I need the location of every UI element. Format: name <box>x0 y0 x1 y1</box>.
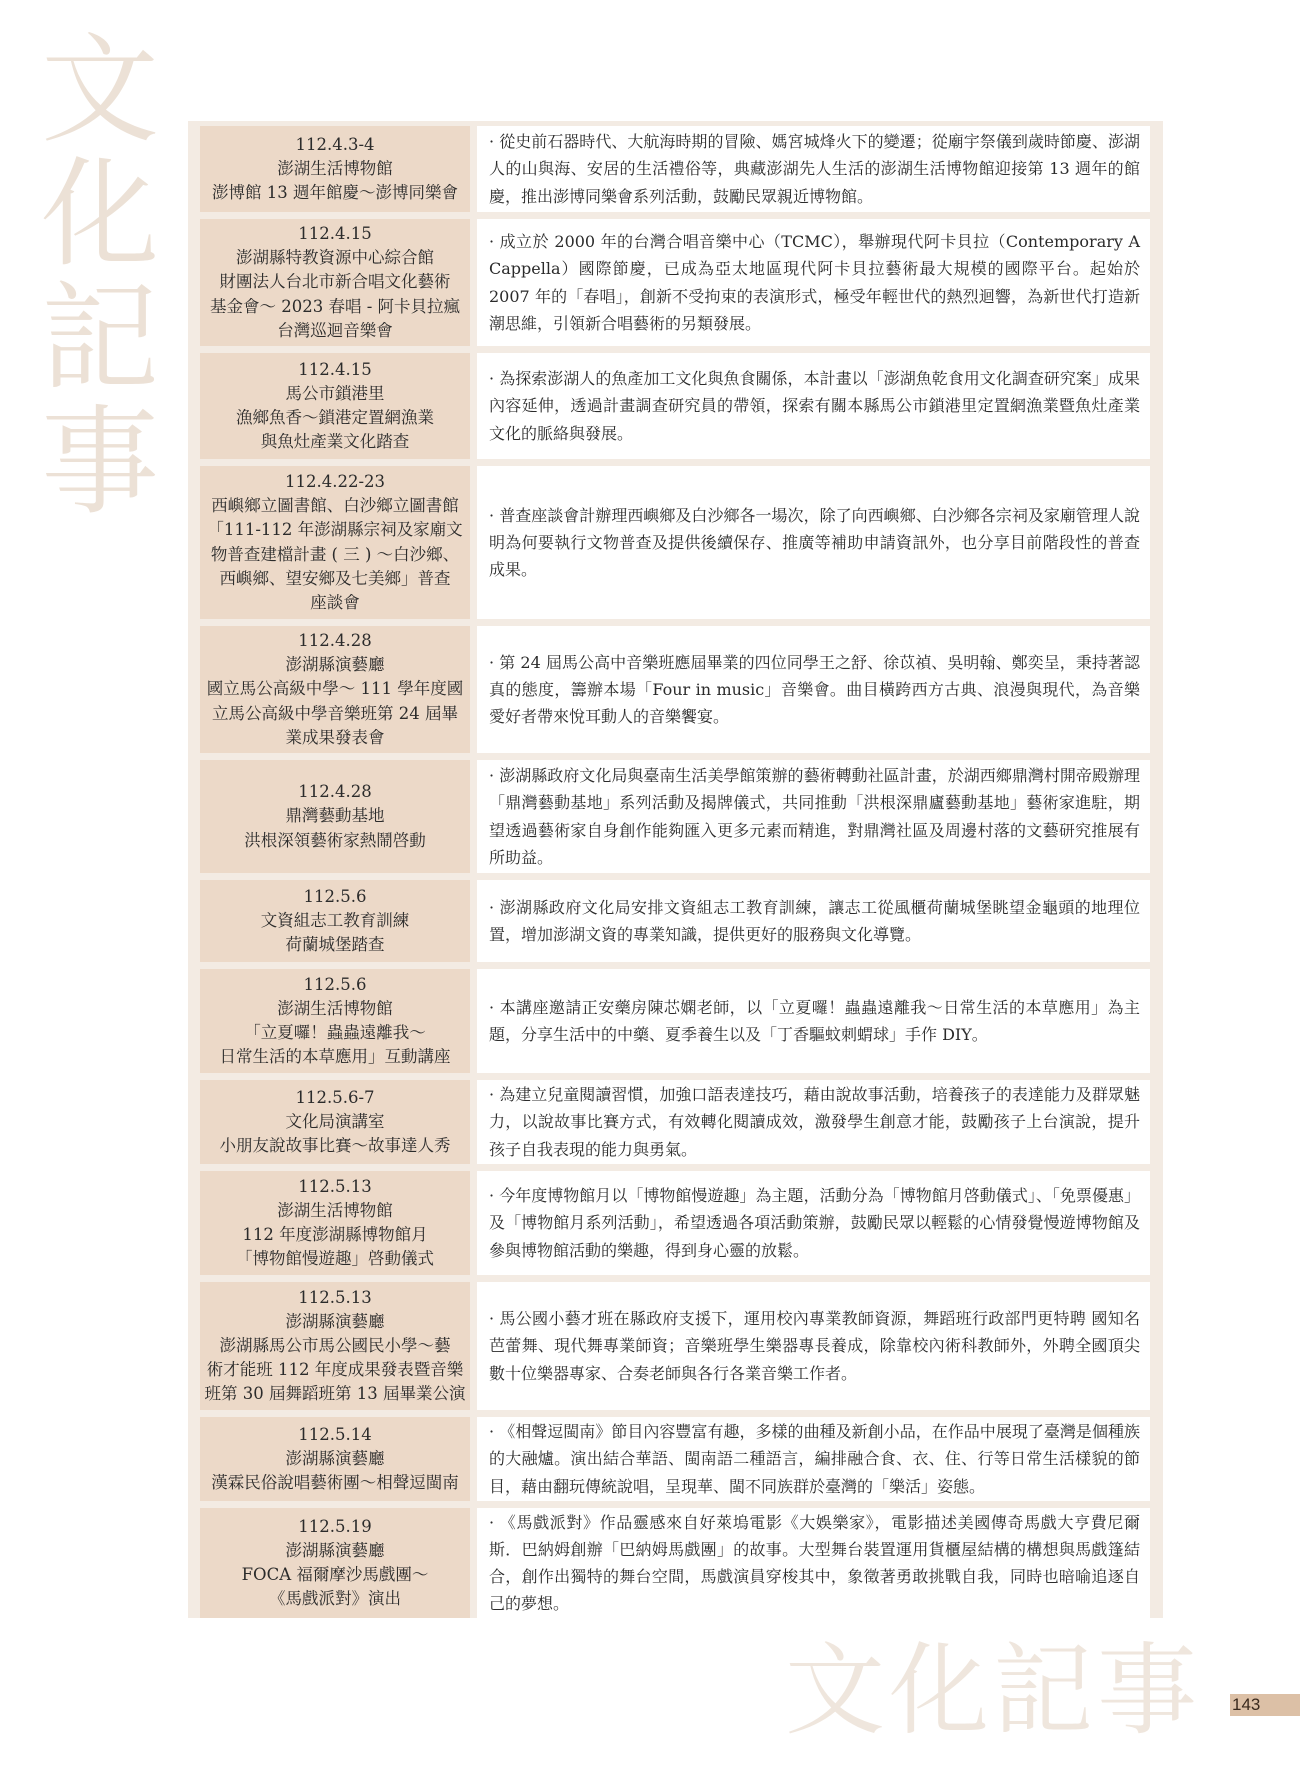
event-row <box>200 219 1150 346</box>
event-info-line: 業成果發表會 <box>285 727 385 747</box>
event-row <box>200 969 1150 1073</box>
event-info <box>200 1282 470 1410</box>
event-row <box>200 760 1150 873</box>
event-info-line: FOCA 福爾摩沙馬戲團～ <box>241 1565 429 1584</box>
event-description: · 澎湖縣政府文化局與臺南生活美學館策辦的藝術轉動社區計畫，於湖西鄉鼎灣村開帝殿辦理「鼎灣藝動基地」系列活動及揭牌儀式，共同推動「洪根深鼎廬藝動基地」藝術家進駐，期望透過藝術家自身創作能夠匯入更多元素而精進，對鼎灣社區及周邊村落的文藝研究推展有所助益。 <box>477 760 1150 873</box>
event-date: 112.5.6-7 <box>295 1087 375 1107</box>
event-date: 112.4.15 <box>298 224 372 243</box>
event-row <box>200 1282 1150 1410</box>
event-info-line: 西嶼鄉、望安鄉及七美鄉」普查 <box>219 568 451 588</box>
event-date: 112.4.28 <box>298 782 372 802</box>
event-info <box>200 1417 470 1501</box>
event-info <box>200 1171 470 1275</box>
event-info-line: 「111-112 年澎湖縣宗祠及家廟文 <box>207 520 463 540</box>
event-info-line: 「博物館慢遊趣」啓動儀式 <box>236 1249 434 1269</box>
event-row <box>200 1508 1150 1618</box>
event-info-line: 澎湖縣演藝廳 <box>285 1540 385 1560</box>
event-date: 112.4.22-23 <box>284 471 386 491</box>
event-info-line: 澎湖縣特教資源中心綜合館 <box>236 248 434 268</box>
event-info-line: 文資組志工教育訓練 <box>260 910 410 930</box>
event-info-line: 班第 30 屆舞蹈班第 13 屆畢業公演 <box>204 1384 466 1404</box>
event-date: 112.4.28 <box>298 631 372 650</box>
event-info-line: 洪根深領藝術家熱鬧啓動 <box>244 830 426 850</box>
event-row <box>200 466 1150 619</box>
event-info-line: 座談會 <box>310 592 360 612</box>
event-description: · 成立於 2000 年的台灣合唱音樂中心（TCMC），舉辦現代阿卡貝拉（Contemporary A Cappella）國際節慶，已成為亞太地區現代阿卡貝拉藝術最大規模的國際平台。起始於 2007 年的「春唱」，創新不受拘束的表演形式，極受年輕世代的熱烈迴響，為新世代打造新潮思維，引領新合唱藝術的另類發展。 <box>477 219 1150 346</box>
event-info-line: 台灣巡迴音樂會 <box>277 320 393 340</box>
event-info-line: 澎湖生活博物館 <box>277 1200 393 1220</box>
event-row <box>200 880 1150 962</box>
event-info-line: 日常生活的本草應用」互動講座 <box>219 1047 451 1067</box>
event-row <box>200 353 1150 459</box>
side-title-char: 化 <box>40 145 159 283</box>
event-row <box>200 1080 1150 1164</box>
event-date: 112.5.13 <box>298 1287 372 1307</box>
event-info <box>200 219 470 346</box>
event-row <box>200 626 1150 753</box>
event-info-line: 澎湖縣演藝廳 <box>285 655 385 675</box>
event-info-line: 澎湖縣演藝廳 <box>285 1311 385 1331</box>
event-info-line: 立馬公高級中學音樂班第 24 屆畢 <box>212 703 458 723</box>
event-description: · 為探索澎湖人的魚產加工文化與魚食關係，本計畫以「澎湖魚乾食用文化調查研究案」成果內容延伸，透過計畫調查研究員的帶領，探索有關本縣馬公市鎖港里定置網漁業暨魚灶產業文化的脈絡與發展。 <box>477 353 1150 459</box>
event-date: 112.5.19 <box>298 1516 372 1536</box>
event-info-line: 馬公市鎖港里 <box>285 383 385 403</box>
event-description: · 馬公國小藝才班在縣政府支援下，運用校內專業教師資源，舞蹈班行政部門更特聘 國知名芭蕾舞、現代舞專業師資；音樂班學生樂器專長養成，除靠校內術科教師外，外聘全國頂尖數十位樂器專家、合奏老師與各行各業音樂工作者。 <box>477 1282 1150 1410</box>
side-title-char: 記 <box>40 269 159 407</box>
event-info-line: 鼎灣藝動基地 <box>285 806 385 826</box>
event-info-line: 財團法人台北市新合唱文化藝術 <box>219 272 451 292</box>
event-info-line: 「立夏囉！蟲蟲遠離我～ <box>244 1023 426 1042</box>
event-description: · 本講座邀請正安藥房陳芯嫻老師，以「立夏囉！蟲蟲遠離我～日常生活的本草應用」為主題，分享生活中的中藥、夏季養生以及「丁香驅蚊刺蝟球」手作 DIY。 <box>477 969 1150 1073</box>
event-info-line: 小朋友說故事比賽～故事達人秀 <box>219 1136 451 1156</box>
side-title-char: 事 <box>40 393 159 531</box>
event-date: 112.4.3-4 <box>295 134 375 154</box>
event-info <box>200 466 470 619</box>
event-info-line: 澎湖縣演藝廳 <box>285 1448 385 1468</box>
event-info-line: 漁鄉魚香～鎖港定置網漁業 <box>236 408 434 427</box>
event-info-line: 術才能班 112 年度成果發表暨音樂 <box>206 1360 464 1380</box>
event-description: · 普查座談會計辦理西嶼鄉及白沙鄉各一場次，除了向西嶼鄉、白沙鄉各宗祠及家廟管理人說明為何要執行文物普查及提供後續保存、推廣等補助申請資訊外，也分享目前階段性的普查成果。 <box>477 466 1150 619</box>
event-row <box>200 126 1150 212</box>
event-description: · 今年度博物館月以「博物館慢遊趣」為主題，活動分為「博物館月啓動儀式」、「免票優惠」及「博物館月系列活動」，希望透過各項活動策辦，鼓勵民眾以輕鬆的心情發覺慢遊博物館及參與博物館活動的樂趣，得到身心靈的放鬆。 <box>477 1171 1150 1275</box>
event-description: · 《馬戲派對》作品靈感來自好萊塢電影《大娛樂家》，電影描述美國傳奇馬戲大亨費尼爾斯．巴納姆創辦「巴納姆馬戲團」的故事。大型舞台裝置運用貨櫃屋結構的構想與馬戲篷結合，創作出獨特的舞台空間，馬戲演員穿梭其中，象徵著勇敢挑戰自我，同時也暗喻追逐自己的夢想。 <box>477 1508 1150 1618</box>
event-info <box>200 1508 470 1618</box>
event-info-line: 西嶼鄉立圖書館、白沙鄉立圖書館 <box>211 496 459 516</box>
event-date: 112.5.6 <box>303 974 367 994</box>
event-info <box>200 880 470 962</box>
event-description: · 為建立兒童閱讀習慣，加強口語表達技巧，藉由說故事活動，培養孩子的表達能力及群眾魅力，以說故事比賽方式，有效轉化閱讀成效，激發學生創意才能，鼓勵孩子上台演說，提升孩子自我表現的能力與勇氣。 <box>477 1080 1150 1164</box>
event-date: 112.5.13 <box>298 1176 372 1196</box>
event-info-line: 澎博館 13 週年館慶～澎博同樂會 <box>212 183 458 203</box>
event-info-line: 文化局演講室 <box>285 1111 385 1131</box>
event-info <box>200 969 470 1073</box>
footer-title: 文化記事 <box>785 1632 1201 1749</box>
event-info <box>200 353 470 459</box>
event-info <box>200 626 470 753</box>
event-info-line: 與魚灶產業文化踏查 <box>260 432 410 452</box>
event-description: · 第 24 屆馬公高中音樂班應屆畢業的四位同學王之舒、徐苡禎、吳明翰、鄭奕呈，秉持著認真的態度，籌辦本場「Four in music」音樂會。曲目橫跨西方古典、浪漫與現代，為音樂愛好者帶來悅耳動人的音樂饗宴。 <box>477 626 1150 753</box>
event-info <box>200 1080 470 1164</box>
event-row <box>200 1171 1150 1275</box>
event-info-line: 漢霖民俗說唱藝術團～相聲逗閩南 <box>211 1473 459 1493</box>
event-date: 112.5.14 <box>298 1424 372 1444</box>
event-info-line: 《馬戲派對》演出 <box>269 1589 401 1609</box>
event-date: 112.5.6 <box>303 886 367 906</box>
event-info-line: 物普查建檔計畫 ( 三 ) ～白沙鄉、 <box>210 544 460 564</box>
event-info-line: 112 年度澎湖縣博物館月 <box>242 1225 428 1244</box>
event-description: · 從史前石器時代、大航海時期的冒險、媽宮城烽火下的變遷；從廟宇祭儀到歲時節慶、澎湖人的山與海、安居的生活禮俗等，典藏澎湖先人生活的澎湖生活博物館迎接第 13 週年的館慶，推出澎博同樂會系列活動，鼓勵民眾親近博物館。 <box>477 126 1150 212</box>
event-description: · 澎湖縣政府文化局安排文資組志工教育訓練，讓志工從風櫃荷蘭城堡眺望金龜頭的地理位置，增加澎湖文資的專業知識，提供更好的服務與文化導覽。 <box>477 880 1150 962</box>
event-description: · 《相聲逗閩南》節目內容豐富有趣，多樣的曲種及新創小品，在作品中展現了臺灣是個種族的大融爐。演出結合華語、閩南語二種語言，編排融合食、衣、住、行等日常生活樣貌的節目，藉由翻玩傳統說唱，呈現華、閩不同族群於臺灣的「樂活」姿態。 <box>477 1417 1150 1501</box>
event-row <box>200 1417 1150 1501</box>
event-info-line: 澎湖縣馬公市馬公國民小學～藝 <box>219 1335 451 1355</box>
side-title <box>30 21 170 531</box>
event-info <box>200 760 470 873</box>
event-table <box>200 126 1150 1625</box>
event-info-line: 國立馬公高級中學～ 111 學年度國 <box>206 679 464 699</box>
event-info-line: 澎湖生活博物館 <box>277 998 393 1018</box>
event-info-line: 荷蘭城堡踏查 <box>285 935 385 955</box>
event-info-line: 基金會～ 2023 春唱 - 阿卡貝拉瘋 <box>209 296 461 316</box>
event-info <box>200 126 470 212</box>
side-title-char: 文 <box>40 21 159 159</box>
event-date: 112.4.15 <box>298 359 372 379</box>
event-info-line: 澎湖生活博物館 <box>277 158 393 178</box>
page-number: 143 <box>1232 1695 1261 1714</box>
